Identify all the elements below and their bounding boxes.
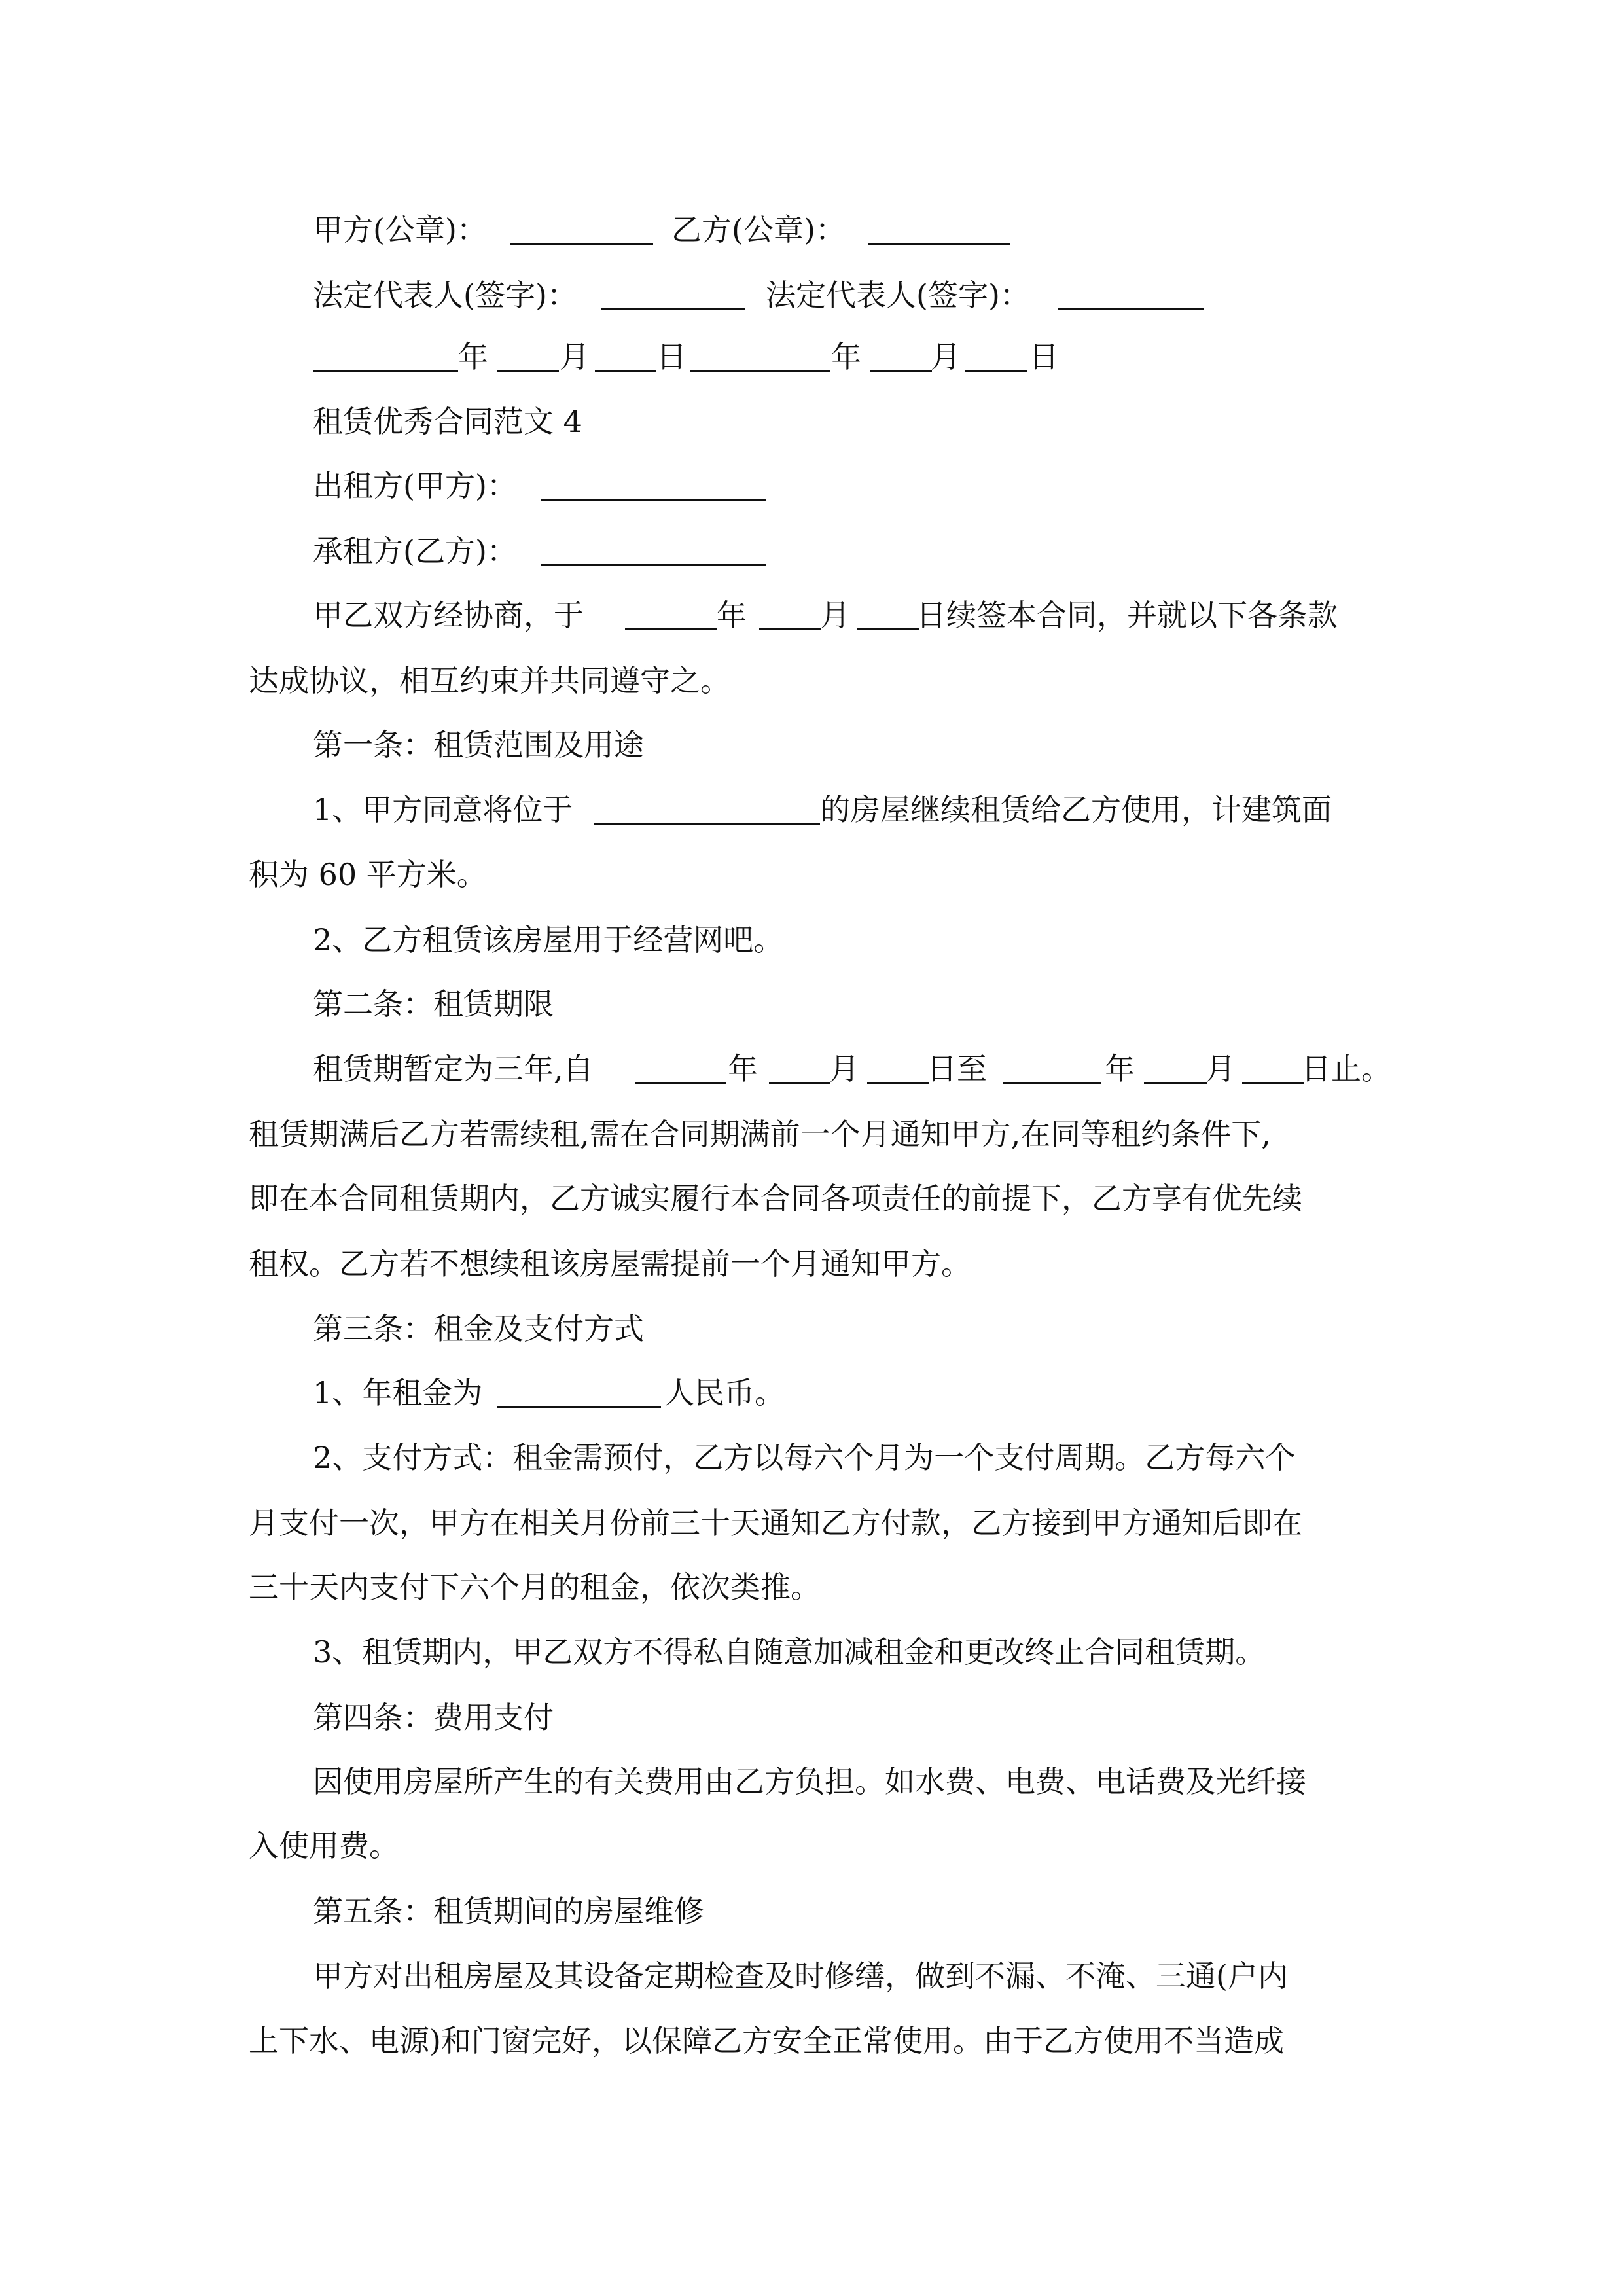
article-1-clause-1-suffix: 的房屋继续租赁给乙方使用，计建筑面 [820, 792, 1332, 827]
date-b-day: 日 [1029, 339, 1059, 374]
article-2-line-1 [0, 1036, 1623, 1102]
lessor-label: 出租方(甲方)： [313, 468, 517, 503]
article-1-clause-1-cont: 积为 60 平方米。 [249, 857, 487, 892]
article-3-clause-1-suffix: 人民币。 [664, 1375, 785, 1410]
signature-seal-line [0, 197, 1623, 262]
article-2-title-line [0, 971, 1623, 1037]
term-start-year-blank [635, 1082, 726, 1084]
intro-text-2: 日续签本合同，并就以下各条款 [916, 598, 1338, 633]
lessee-line [0, 518, 1623, 584]
property-location-blank [594, 823, 820, 825]
article-4-text-1: 因使用房屋所产生的有关费用由乙方负担。如水费、电费、电话费及光纤接 [313, 1764, 1306, 1799]
article-1-clause-2-line [0, 907, 1623, 973]
article-2-line-4 [0, 1231, 1623, 1297]
article-3-clause-2-line-2 [0, 1490, 1623, 1556]
article-4-text-2: 入使用费。 [249, 1828, 399, 1863]
party-b-rep-label: 法定代表人(签字)： [766, 278, 1030, 313]
date-b-month: 月 [931, 339, 961, 374]
article-1-clause-1-line [0, 777, 1623, 842]
article-3-clause-1-line [0, 1360, 1623, 1426]
date-a-year: 年 [458, 339, 488, 374]
article-3-clause-2-line-3 [0, 1554, 1623, 1620]
intro-month: 月 [820, 598, 850, 633]
article-2-line-3 [0, 1166, 1623, 1231]
party-b-seal-blank [868, 243, 1010, 245]
article-3-clause-1-prefix: 1、年租金为 [313, 1375, 483, 1410]
intro-line-2 [0, 648, 1623, 713]
date-a-year-blank [313, 370, 458, 372]
date-a-day: 日 [656, 339, 687, 374]
party-a-rep-label: 法定代表人(签字)： [313, 278, 577, 313]
signature-representative-line [0, 262, 1623, 328]
article-2-title: 第二条：租赁期限 [313, 986, 554, 1022]
article-4-title: 第四条：费用支付 [313, 1700, 554, 1735]
party-b-seal-label: 乙方(公章)： [671, 212, 846, 247]
article-4-line-2 [0, 1813, 1623, 1878]
date-a-month: 月 [560, 339, 590, 374]
article-3-clause-2-line-1 [0, 1425, 1623, 1490]
article-5-line-2 [0, 2008, 1623, 2073]
article-1-clause-1-prefix: 1、甲方同意将位于 [313, 792, 573, 827]
annual-rent-blank [497, 1406, 661, 1408]
article-4-line-1 [0, 1749, 1623, 1814]
article-2-text-2: 租赁期满后乙方若需续租,需在合同期满前一个月通知甲方,在同等租约条件下, [249, 1117, 1271, 1152]
lessee-label: 承租方(乙方)： [313, 533, 517, 569]
intro-text-1: 甲乙双方经协商，于 [313, 598, 584, 633]
lessee-blank [541, 564, 766, 566]
article-5-title: 第五条：租赁期间的房屋维修 [313, 1893, 704, 1929]
signature-date-line [0, 324, 1623, 389]
term-start-day-blank [867, 1082, 929, 1084]
date-b-month-blank [870, 370, 932, 372]
article-3-clause-2-text-1: 2、支付方式：租金需预付，乙方以每六个月为一个支付周期。乙方每六个 [313, 1440, 1296, 1475]
article-4-title-line [0, 1685, 1623, 1750]
term-end-month: 月 [1205, 1051, 1236, 1086]
term-end-year-blank [1003, 1082, 1101, 1084]
date-a-day-blank [595, 370, 656, 372]
party-a-seal-blank [510, 243, 653, 245]
article-3-title-line [0, 1296, 1623, 1361]
article-2-line-2 [0, 1102, 1623, 1167]
article-5-text-2: 上下水、电源)和门窗完好，以保障乙方安全正常使用。由于乙方使用不当造成 [249, 2023, 1284, 2058]
party-a-seal-label: 甲方(公章)： [313, 212, 487, 247]
article-3-clause-2-text-3: 三十天内支付下六个月的租金，依次类推。 [249, 1570, 821, 1605]
intro-year-blank [625, 628, 717, 630]
date-b-day-blank [965, 370, 1027, 372]
article-1-title: 第一条：租赁范围及用途 [313, 727, 644, 762]
article-1-clause-1-cont-line [0, 842, 1623, 907]
intro-text-3: 达成协议，相互约束并共同遵守之。 [249, 663, 730, 698]
article-1-clause-2: 2、乙方租赁该房屋用于经营网吧。 [313, 922, 784, 958]
intro-line-1 [0, 583, 1623, 648]
article-2-text-3: 即在本合同租赁期内，乙方诚实履行本合同各项责任的前提下，乙方享有优先续 [249, 1181, 1302, 1216]
article-3-clause-3: 3、租赁期内，甲乙双方不得私自随意加减租金和更改终止合同租赁期。 [313, 1634, 1266, 1670]
party-a-rep-blank [601, 308, 745, 310]
intro-day-blank [857, 628, 919, 630]
term-start-month: 月 [829, 1051, 859, 1086]
article-3-clause-2-text-2: 月支付一次，甲方在相关月份前三十天通知乙方付款，乙方接到甲方通知后即在 [249, 1505, 1302, 1541]
term-end-month-blank [1144, 1082, 1207, 1084]
article-3-clause-3-line [0, 1619, 1623, 1685]
term-day-end: 日止。 [1301, 1051, 1391, 1086]
contract-title-line [0, 389, 1623, 454]
term-start-month-blank [769, 1082, 830, 1084]
term-end-day-blank [1242, 1082, 1304, 1084]
article-5-title-line [0, 1878, 1623, 1944]
lessor-line [0, 453, 1623, 518]
lessor-blank [541, 499, 766, 501]
article-5-line-1 [0, 1943, 1623, 2009]
date-b-year: 年 [831, 339, 861, 374]
article-2-text-4: 租权。乙方若不想续租该房屋需提前一个月通知甲方。 [249, 1246, 971, 1282]
article-2-text-1: 租赁期暂定为三年,自 [313, 1051, 594, 1086]
contract-title: 租赁优秀合同范文 4 [313, 404, 582, 439]
party-b-rep-blank [1058, 308, 1204, 310]
term-start-year: 年 [728, 1051, 758, 1086]
article-5-text-1: 甲方对出租房屋及其设备定期检查及时修缮，做到不漏、不淹、三通(户内 [313, 1958, 1288, 1994]
date-b-year-blank [690, 370, 830, 372]
intro-month-blank [759, 628, 821, 630]
intro-year: 年 [717, 598, 747, 633]
term-day-to: 日至 [927, 1051, 987, 1086]
date-a-month-blank [497, 370, 559, 372]
article-1-title-line [0, 712, 1623, 778]
article-3-title: 第三条：租金及支付方式 [313, 1311, 644, 1346]
term-end-year: 年 [1105, 1051, 1135, 1086]
